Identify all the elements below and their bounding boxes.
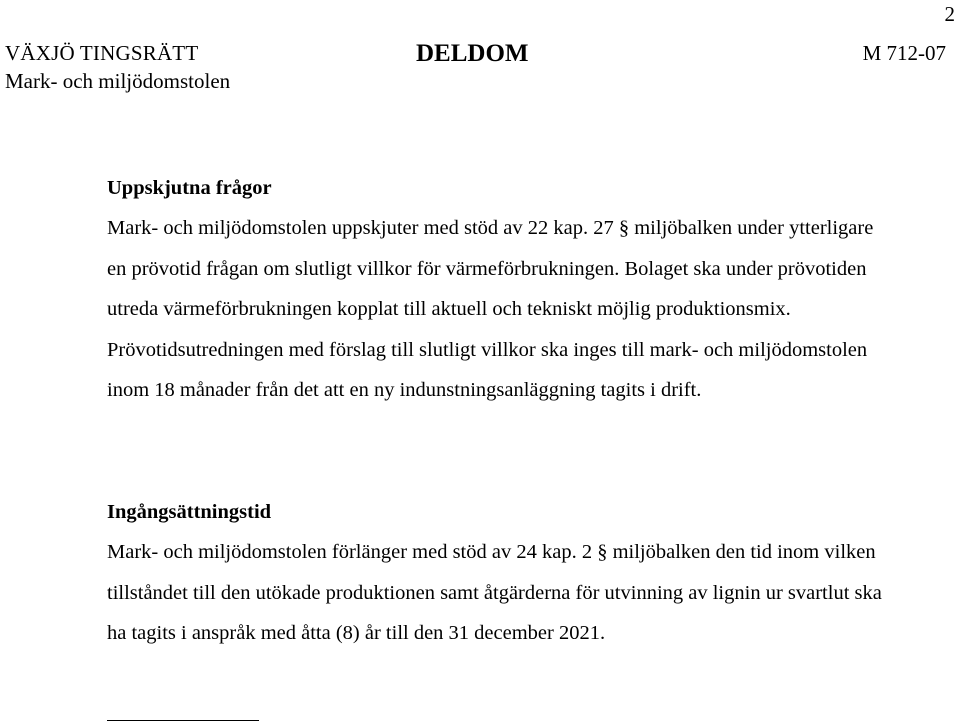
section-heading: Ingångsättningstid <box>107 501 272 523</box>
court-division: Mark- och miljödomstolen <box>5 69 231 93</box>
section-commencement-time <box>107 492 897 654</box>
section-body: Mark- och miljödomstolen förlänger med stöd av 24 kap. 2 § miljöbalken den tid inom vilken tillståndet till den utökade produktionen samt åtgärderna för utvinning av lignin ur svartlut ska ha tagits i anspråk med åtta (8) år till den 31 december 2021. <box>107 541 882 644</box>
document-type: DELDOM <box>416 40 529 67</box>
page-number: 2 <box>944 2 955 26</box>
case-number: M 712-07 <box>862 41 946 65</box>
section-body: Mark- och miljödomstolen uppskjuter med stöd av 22 kap. 27 § miljöbalken under ytterligare en prövotid frågan om slutligt villkor för värmeförbrukningen. Bolaget ska under prövotiden utreda värmeförbrukningen kopplat till aktuell och tekniskt möjlig produktionsmix. Prövotidsutredningen med förslag till slutligt villkor ska inges till mark- och miljödomstolen inom 18 månader från det att en ny indunstningsanläggning tagits i drift. <box>107 217 874 401</box>
section-postponed-questions <box>107 168 897 411</box>
section-heading: Uppskjutna frågor <box>107 177 272 199</box>
court-name: VÄXJÖ TINGSRÄTT <box>5 41 199 65</box>
footnote-separator <box>107 720 259 721</box>
